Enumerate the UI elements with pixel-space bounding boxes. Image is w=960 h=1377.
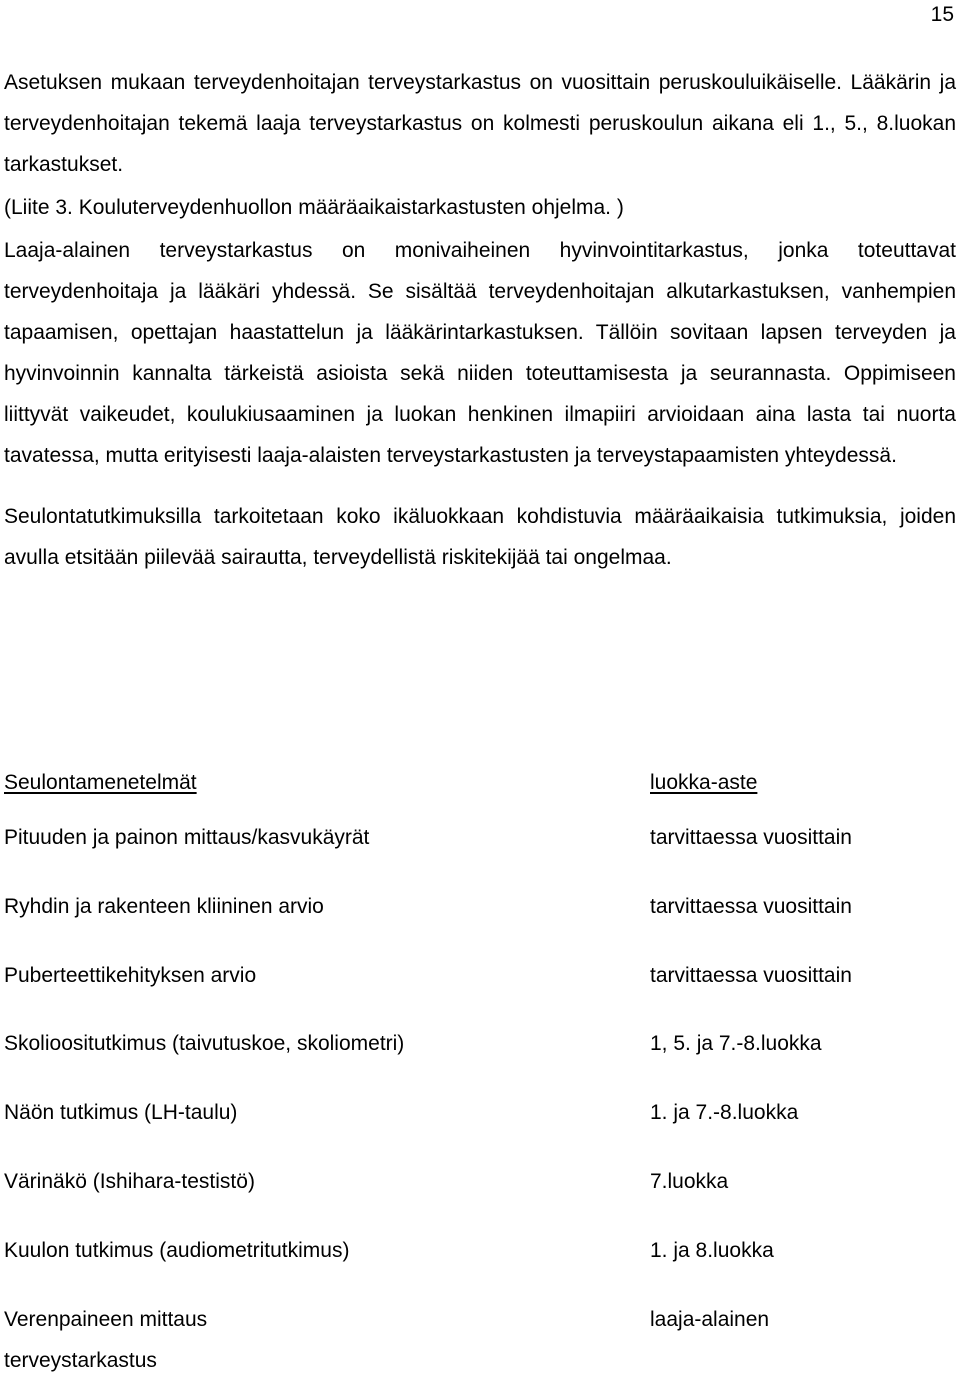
grade-level: 1. ja 8.luokka — [650, 1239, 774, 1262]
table-row — [4, 1167, 956, 1197]
grade-level: 1, 5. ja 7.-8.luokka — [650, 1032, 822, 1055]
table-row — [4, 1029, 956, 1059]
screening-method: Kuulon tutkimus (audiometritutkimus) — [4, 1239, 350, 1262]
screening-method: Ryhdin ja rakenteen kliininen arvio — [4, 895, 324, 918]
screening-method-continued: terveystarkastus — [4, 1349, 157, 1372]
header-grade-level: luokka-aste — [650, 771, 758, 794]
grade-level: tarvittaessa vuosittain — [650, 895, 852, 918]
grade-level: tarvittaessa vuosittain — [650, 826, 852, 849]
page-number: 15 — [930, 3, 954, 26]
screening-method: Skolioositutkimus (taivutuskoe, skoliometri) — [4, 1032, 405, 1055]
grade-level: tarvittaessa vuosittain — [650, 964, 852, 987]
paragraph-appendix-reference: (Liite 3. Kouluterveydenhuollon määräaikaistarkastusten ohjelma. ) — [4, 196, 624, 219]
screening-method: Näön tutkimus (LH-taulu) — [4, 1101, 238, 1124]
grade-level: 1. ja 7.-8.luokka — [650, 1101, 799, 1124]
grade-level: laaja-alainen — [650, 1308, 770, 1331]
table-row — [4, 892, 956, 922]
table-row — [4, 1305, 956, 1377]
document-body — [4, 62, 956, 578]
paragraph-comprehensive-check: Laaja-alainen terveystarkastus on monivaiheinen hyvinvointitarkastus, jonka toteuttavat terveydenhoitaja ja lääkäri yhdessä. Se sisältää terveydenhoitajan alkutarkastuksen, vanhempien tapaamisen, opettajan haastattelun ja lääkärintarkastuksen. Tällöin sovitaan lapsen terveyden ja hyvinvoinnin kannalta tärkeistä asioista sekä niiden toteuttamisesta ja seurannasta. Oppimiseen liittyvät vaikeudet, koulukiusaaminen ja luokan henkinen ilmapiiri arvioidaan aina lasta tai nuorta tavatessa, mutta erityisesti laaja-alaisten terveystarkastusten ja terveystapaamisten yhteydessä. — [4, 239, 956, 467]
table-row — [4, 1236, 956, 1266]
table-row — [4, 1098, 956, 1128]
screening-method: Puberteettikehityksen arvio — [4, 964, 257, 987]
header-screening-methods: Seulontamenetelmät — [4, 771, 197, 794]
paragraph-health-check-schedule: Asetuksen mukaan terveydenhoitajan terveystarkastus on vuosittain peruskouluikäiselle. Lääkärin ja terveydenhoitajan tekemä laaja terveystarkastus on kolmesti peruskoulun aikana eli 1., 5., 8.luokan tarkastukset. — [4, 71, 956, 176]
table-row — [4, 961, 956, 991]
paragraph-screening-definition: Seulontatutkimuksilla tarkoitetaan koko ikäluokkaan kohdistuvia määräaikaisia tutkimuksia, joiden avulla etsitään piilevää sairautta, terveydellistä riskitekijää tai ongelmaa. — [4, 505, 956, 569]
screening-method: Värinäkö (Ishihara-testistö) — [4, 1170, 255, 1193]
screening-method: Pituuden ja painon mittaus/kasvukäyrät — [4, 826, 370, 849]
table-row — [4, 823, 956, 853]
screening-method: Verenpaineen mittaus — [4, 1308, 208, 1331]
grade-level: 7.luokka — [650, 1170, 729, 1193]
table-header-row — [4, 768, 956, 798]
